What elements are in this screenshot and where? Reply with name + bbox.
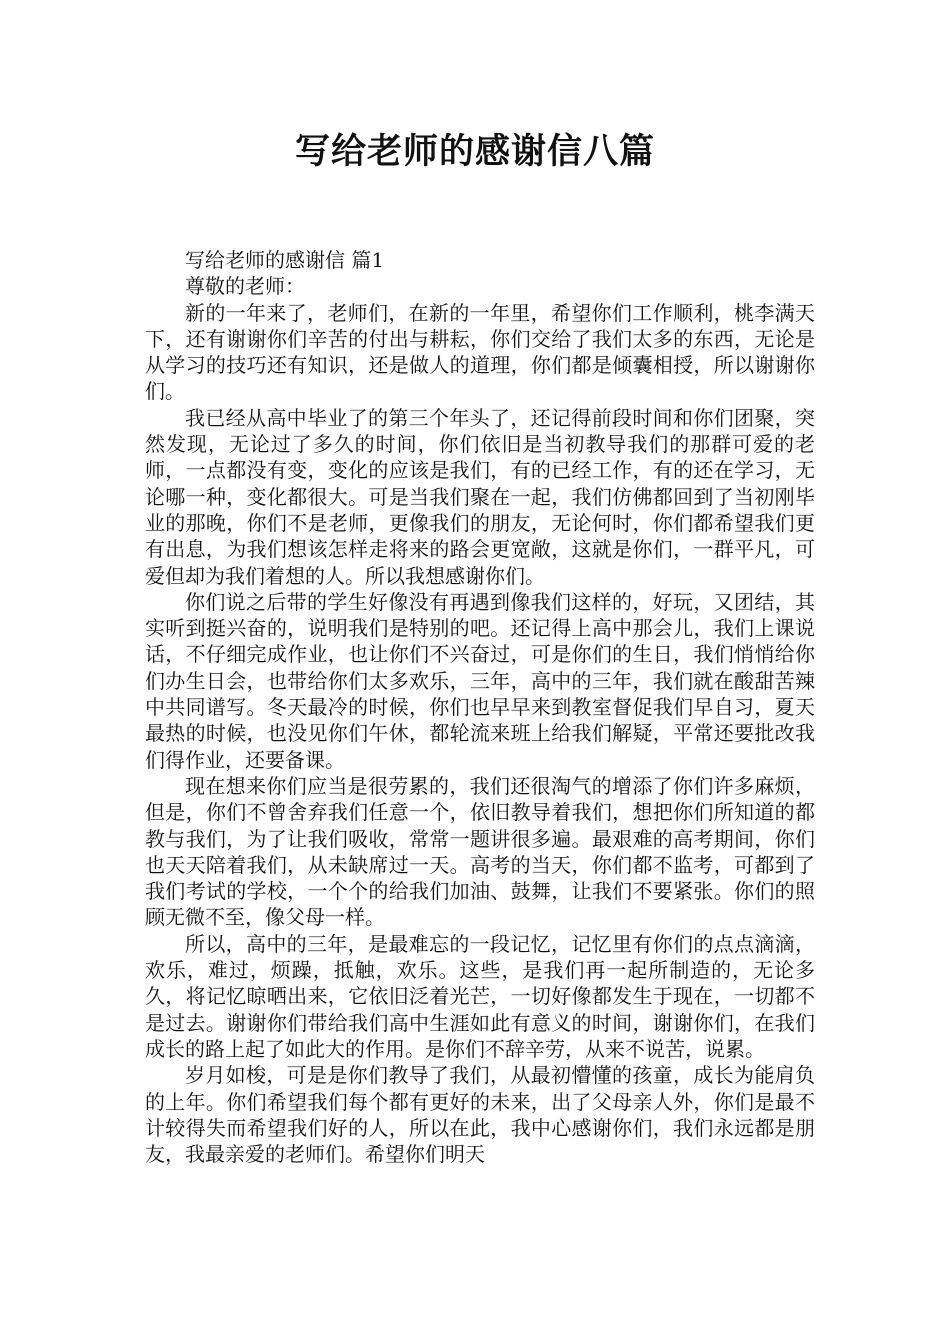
body-paragraph: 现在想来你们应当是很劳累的，我们还很淘气的增添了你们许多麻烦，但是，你们不曾舍弃我们任意一个，依旧教导着我们，想把你们所知道的都教与我们，为了让我们吸收，常常一题讲很多遍。最艰难的高考期间，你们也天天陪着我们，从未缺席过一天。高考的当天，你们都不监考，可都到了我们考试的学校，一个个的给我们加油、鼓舞，让我们不要紧张。你们的照顾无微不至，像父母一样。 [145, 773, 815, 930]
document-title: 写给老师的感谢信八篇 [294, 132, 655, 172]
body-paragraph: 我已经从高中毕业了的第三个年头了，还记得前段时间和你们团聚，突然发现，无论过了多久的时间，你们依旧是当初教导我们的那群可爱的老师，一点都没有变，变化的应该是我们，有的已经工作，有的还在学习，无论哪一种，变化都很大。可是当我们聚在一起，我们仿佛都回到了当初刚毕业的那晚，你们不是老师，更像我们的朋友，无论何时，你们都希望我们更有出息，为我们想该怎样走将来的路会更宽敞，这就是你们，一群平凡，可爱但却为我们着想的人。所以我想感谢你们。 [145, 405, 815, 588]
body-paragraph: 岁月如梭，可是是你们教导了我们，从最初懵懂的孩童，成长为能肩负的上年。你们希望我们每个都有更好的未来，出了父母亲人外，你们是最不计较得失而希望我们好的人，所以在此，我中心感谢你们，我们永远都是朋友，我最亲爱的老师们。希望你们明天 [145, 1063, 815, 1167]
body-paragraph: 新的一年来了，老师们，在新的一年里，希望你们工作顺利，桃李满天下，还有谢谢你们辛苦的付出与耕耘，你们交给了我们太多的东西，无论是从学习的技巧还有知识，还是做人的道理，你们都是倾囊相授，所以谢谢你们。 [145, 300, 815, 404]
body-paragraph: 所以，高中的三年，是最难忘的一段记忆，记忆里有你们的点点滴滴，欢乐，难过，烦躁，抵触，欢乐。这些，是我们再一起所制造的，无论多久，将记忆晾晒出来，它依旧泛着光芒，一切好像都发生于现在，一切都不是过去。谢谢你们带给我们高中生涯如此有意义的时间，谢谢你们，在我们成长的路上起了如此大的作用。是你们不辞辛劳，从来不说苦，说累。 [145, 931, 815, 1061]
section-heading: 写给老师的感谢信 篇1 [185, 248, 385, 272]
salutation: 尊敬的老师： [185, 274, 305, 299]
document-body [145, 247, 815, 1167]
body-paragraph: 你们说之后带的学生好像没有再遇到像我们这样的，好玩，又团结，其实听到挺兴奋的，说明我们是特别的吧。还记得上高中那会儿，我们上课说话，不仔细完成作业，也让你们不兴奋过，可是你们的生日，我们悄悄给你们办生日会，也带给你们太多欢乐，三年，高中的三年，我们就在酸甜苦辣中共同谱写。冬天最冷的时候，你们也早早来到教室督促我们早自习，夏天最热的时候，也没见你们午休，都轮流来班上给我们解疑，平常还要批改我们得作业，还要备课。 [145, 589, 815, 772]
